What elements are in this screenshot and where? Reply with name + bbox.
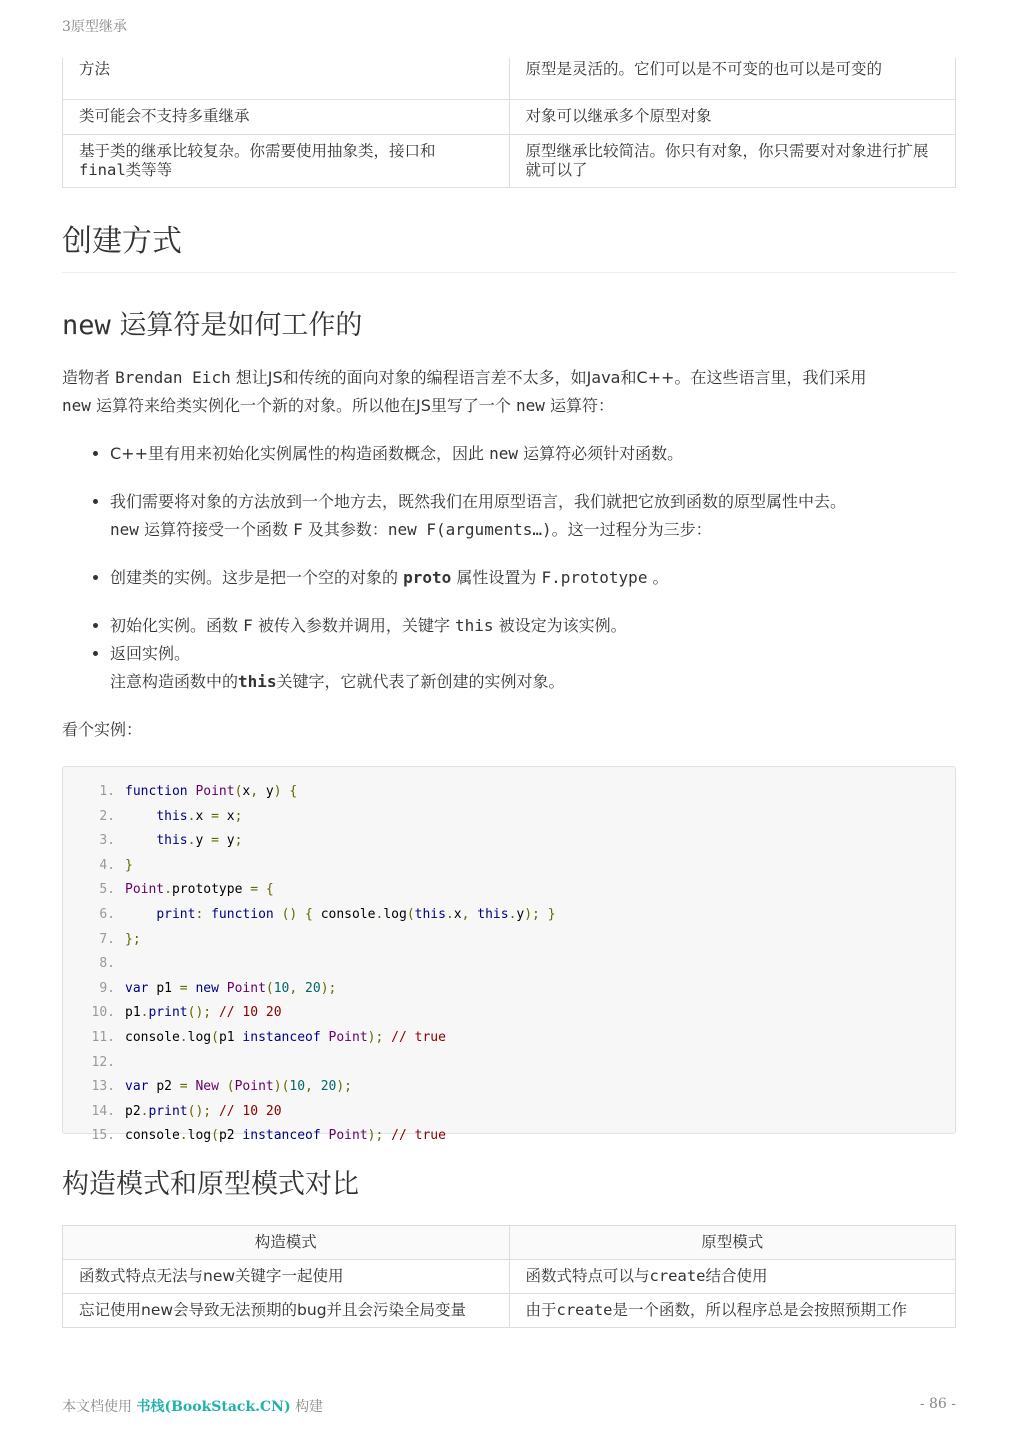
footer-prefix: 本文档使用 bbox=[62, 1399, 132, 1415]
code-line: 13. var p2 = New (Point)(10, 20); bbox=[91, 1079, 353, 1095]
table-cell: 函数式特点可以与create结合使用 bbox=[509, 1260, 956, 1294]
table-cell: 原型继承比较简洁。你只有对象，你只需要对对象进行扩展就可以了 bbox=[509, 135, 956, 188]
section-heading-create: 创建方式 bbox=[62, 188, 956, 273]
cell-text: 基于类的继承比较复杂。你需要使用抽象类，接口和 bbox=[79, 142, 436, 160]
code-line: 8. bbox=[99, 956, 115, 972]
code-line: 7. }; bbox=[99, 931, 141, 947]
code-block[interactable] bbox=[62, 766, 956, 1144]
code-line: 3. this.y = y; bbox=[99, 833, 243, 849]
page-content bbox=[62, 58, 956, 1328]
code-line: 11. console.log(p1 instanceof Point); // true bbox=[91, 1029, 446, 1045]
table-row bbox=[63, 1260, 956, 1294]
table-header-row bbox=[63, 1226, 956, 1260]
table-cell: 类可能会不支持多重继承 bbox=[63, 100, 510, 135]
table-cell: 对象可以继承多个原型对象 bbox=[509, 100, 956, 135]
code-line: 14. p2.print(); // 10 20 bbox=[91, 1103, 282, 1119]
table-row bbox=[63, 1294, 956, 1328]
table-cell: 由于create是一个函数，所以程序总是会按照预期工作 bbox=[509, 1294, 956, 1328]
column-header: 原型模式 bbox=[509, 1226, 956, 1260]
table-cell bbox=[63, 135, 510, 188]
table-row bbox=[63, 58, 956, 100]
intro-paragraph: 造物者 Brendan Eich 想让JS和传统的面向对象的编程语言差不太多，如Java和C++。在这些语言里，我们采用 new 运算符来给类实例化一个新的对象。所以他在JS里写了一个 new 运算符： bbox=[62, 368, 867, 415]
page-footer bbox=[62, 1396, 956, 1416]
column-header: 构造模式 bbox=[63, 1226, 510, 1260]
table-row bbox=[63, 100, 956, 135]
comparison-table-continued bbox=[62, 58, 956, 188]
steps-list bbox=[62, 440, 956, 696]
table-cell: 函数式特点无法与new关键字一起使用 bbox=[63, 1260, 510, 1294]
page-number: - 86 - bbox=[919, 1396, 956, 1412]
list-item: • 创建类的实例。这步是把一个空的对象的 proto 属性设置为 F.prototype 。 bbox=[110, 564, 956, 592]
code-line: 6. print: function () { console.log(this.x, this.y); } bbox=[99, 906, 556, 922]
list-item: • 返回实例。 注意构造函数中的this关键字，它就代表了新创建的实例对象。 bbox=[110, 640, 956, 696]
section-heading-new-operator bbox=[62, 273, 956, 342]
code-line: 1. function Point(x, y) { bbox=[99, 784, 298, 799]
code-line: 5. Point.prototype = { bbox=[99, 882, 274, 898]
heading-code: new bbox=[62, 310, 111, 341]
table-row bbox=[63, 135, 956, 188]
code-line: 10. p1.print(); // 10 20 bbox=[91, 1005, 282, 1021]
pattern-comparison-table bbox=[62, 1225, 956, 1328]
code-line: 4. } bbox=[99, 857, 133, 873]
brand-link[interactable]: 书栈(BookStack.CN) bbox=[136, 1399, 291, 1415]
cell-text: 类等等 bbox=[125, 161, 173, 179]
code-line: 12. bbox=[91, 1054, 115, 1070]
table-cell: 方法 bbox=[63, 58, 510, 100]
list-item: • C++里有用来初始化实例属性的构造函数概念，因此 new 运算符必须针对函数。 bbox=[110, 440, 956, 468]
list-item: • 初始化实例。函数 F 被传入参数并调用，关键字 this 被设定为该实例。 bbox=[110, 612, 956, 640]
example-label: 看个实例： bbox=[62, 720, 143, 739]
table-cell: 原型是灵活的。它们可以是不可变的也可以是可变的 bbox=[509, 58, 956, 100]
heading-text: 运算符是如何工作的 bbox=[119, 310, 363, 341]
list-item: • 我们需要将对象的方法放到一个地方去，既然我们在用原型语言，我们就把它放到函数的原型属性中去。 new 运算符接受一个函数 F 及其参数：new F(arguments…)。这一过程分为三步： bbox=[110, 488, 956, 544]
inline-code: final bbox=[79, 161, 126, 179]
code-line: 9. var p1 = new Point(10, 20); bbox=[99, 980, 337, 996]
code-line: 15. console.log(p2 instanceof Point); // true bbox=[91, 1128, 446, 1144]
table-cell: 忘记使用new会导致无法预期的bug并且会污染全局变量 bbox=[63, 1294, 510, 1328]
footer-suffix: 构建 bbox=[295, 1399, 324, 1415]
running-header: 3原型继承 bbox=[62, 19, 127, 35]
code-line: 2. this.x = x; bbox=[99, 808, 243, 824]
section-heading-compare: 构造模式和原型模式对比 bbox=[62, 1169, 359, 1200]
